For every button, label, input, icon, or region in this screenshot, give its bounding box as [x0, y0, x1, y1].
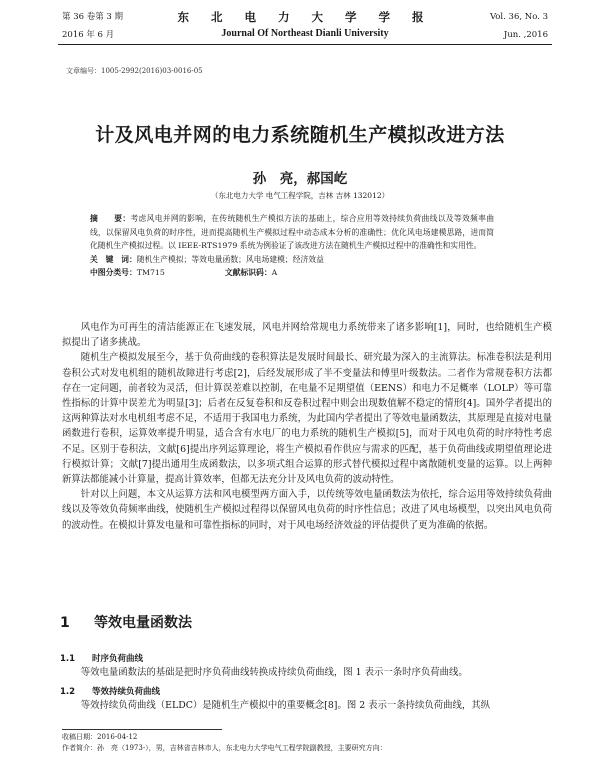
header-volume: 第 36 卷第 3 期: [62, 12, 124, 22]
footnote-author: 作者简介：孙 亮（1973-），男，吉林省吉林市人，东北电力大学电气工程学院副教授，主要研究方向：: [62, 744, 387, 752]
section-number: 1: [60, 615, 70, 631]
clc-value: TM715: [136, 268, 165, 278]
authors: 孙 亮，郝国屹: [252, 171, 348, 187]
paragraph: 风电作为可再生的清洁能源正在飞速发展，风电并网给常规电力系统带来了诸多影响[1]，同时，也给随机生产模拟提出了诸多挑战。: [62, 322, 552, 349]
keywords-label: 关 键 词：: [90, 254, 137, 264]
paper-title: 计及风电并网的电力系统随机生产模拟改进方法: [95, 124, 505, 146]
header-date-en: Jun. ,2016: [503, 30, 548, 40]
article-number: 文章编号：1005-2992(2016)03-0016-05: [66, 67, 203, 75]
paragraph: 针对以上问题，本文从运算方法和风电模型两方面入手，以传统等效电量函数法为依托，综合运用等效持续负荷曲线以及等效负荷频率曲线，使随机生产模拟过程得以保留风电负荷的时序性信息；改进了风电场模型，以突出风电负荷的波动性。在模拟计算发电量和可靠性指标的同时，对于风电场经济效益的评估提供了更为准确的依据。: [62, 489, 552, 531]
subsection-title: 时序负荷曲线: [92, 654, 144, 664]
paragraph: 随机生产模拟发展至今，基于负荷曲线的卷积算法是发展时间最长、研究最为深入的主流算法。标准卷积法是利用卷积公式对发电机组的随机故障进行考虑[2]，后经发展形成了半不变量法和傅里叶级数法。二者作为常规卷积方法都存在一定问题，前者较为灵活，但计算误差难以控制，在电量不足期望值（EENS）和电力不足概率（LOLP）等可靠性指标的计算中误差尤为明显[3]；后者在反复卷积和反卷积过程中则会出现数值解不稳定的情形[4]。国外学者提出的这两种算法对水电机组考虑不足，不适用于我国电力系统，为此国内学者提出了等效电量函数法，其原理是直接对电量函数进行卷积，运算效率提升明显，适合含有水电厂的电力系统的随机生产模拟[5]，而对于风电负荷的时序特性考虑不足。区别于卷积法，文献[6]提出序列运算理论，将生产模拟看作供应与需求的匹配，基于负荷曲线或期望值理论进行模拟计算；文献[7]提出通用生成函数法，以多项式组合运算的形式替代模拟过程中离散随机变量的运算。以上两种新算法都能减小计算量，提高计算效率，但都无法充分计及风电负荷的波动特性。: [62, 352, 552, 486]
footnote-received: 收稿日期：2016-04-12: [62, 733, 138, 741]
abstract-text: 考虑风电并网的影响，在传统随机生产模拟方法的基础上，综合应用等效持续负荷曲线以及等效频率曲线，以保留风电负荷的时序性，进而提高随机生产模拟过程中动态成本分析的准确性；优化风电场建模思路，进而简化随机生产模拟过程。以 IEEE-RTS1979 系统为例验证了该改进方法在随机生产模拟过程中的准确性和实用性。: [90, 214, 495, 251]
running-header: [62, 8, 548, 44]
header-volume-en: Vol. 36, No. 3: [489, 12, 548, 22]
affiliation: （东北电力大学 电气工程学院，吉林 吉林 132012）: [210, 191, 390, 200]
header-date: 2016 年 6 月: [62, 30, 115, 40]
journal-name-cn: 东 北 电 力 大 学 学 报: [177, 10, 433, 24]
journal-name: [62, 8, 548, 42]
section-heading: [60, 612, 192, 632]
doc-code-label: 文献标识码：: [224, 268, 272, 278]
subsection-number: 1.2: [60, 687, 76, 697]
classification: [90, 266, 494, 280]
header-rule: [58, 44, 552, 45]
clc-label: 中图分类号：: [90, 268, 137, 278]
subsection-text: 等效电量函数法的基础是把时序负荷曲线转换成持续负荷曲线，图 1 表示一条时序负荷曲线。: [80, 667, 468, 678]
keywords: [90, 253, 494, 267]
subsection-heading: [60, 685, 160, 697]
abstract-label: 摘 要：: [90, 214, 131, 223]
journal-name-en: Journal Of Northeast Dianli University: [221, 28, 389, 39]
subsection-heading: [60, 652, 143, 664]
subsection-text: 等效持续负荷曲线（ELDC）是随机生产模拟中的重要概念[8]。图 2 表示一条持续负荷曲线，其纵: [80, 700, 491, 711]
introduction: [62, 320, 552, 533]
subsection-number: 1.1: [60, 654, 76, 664]
abstract: [90, 212, 494, 253]
footnote-rule: [62, 729, 222, 730]
subsection-title: 等效持续负荷曲线: [92, 687, 161, 697]
doc-code-value: A: [271, 268, 278, 278]
header-volume-info-en: [490, 8, 548, 44]
section-title: 等效电量函数法: [94, 615, 192, 631]
abstract-block: [90, 212, 494, 280]
keywords-text: 随机生产模拟；等效电量函数；风电场建模；经济效益: [136, 254, 324, 264]
